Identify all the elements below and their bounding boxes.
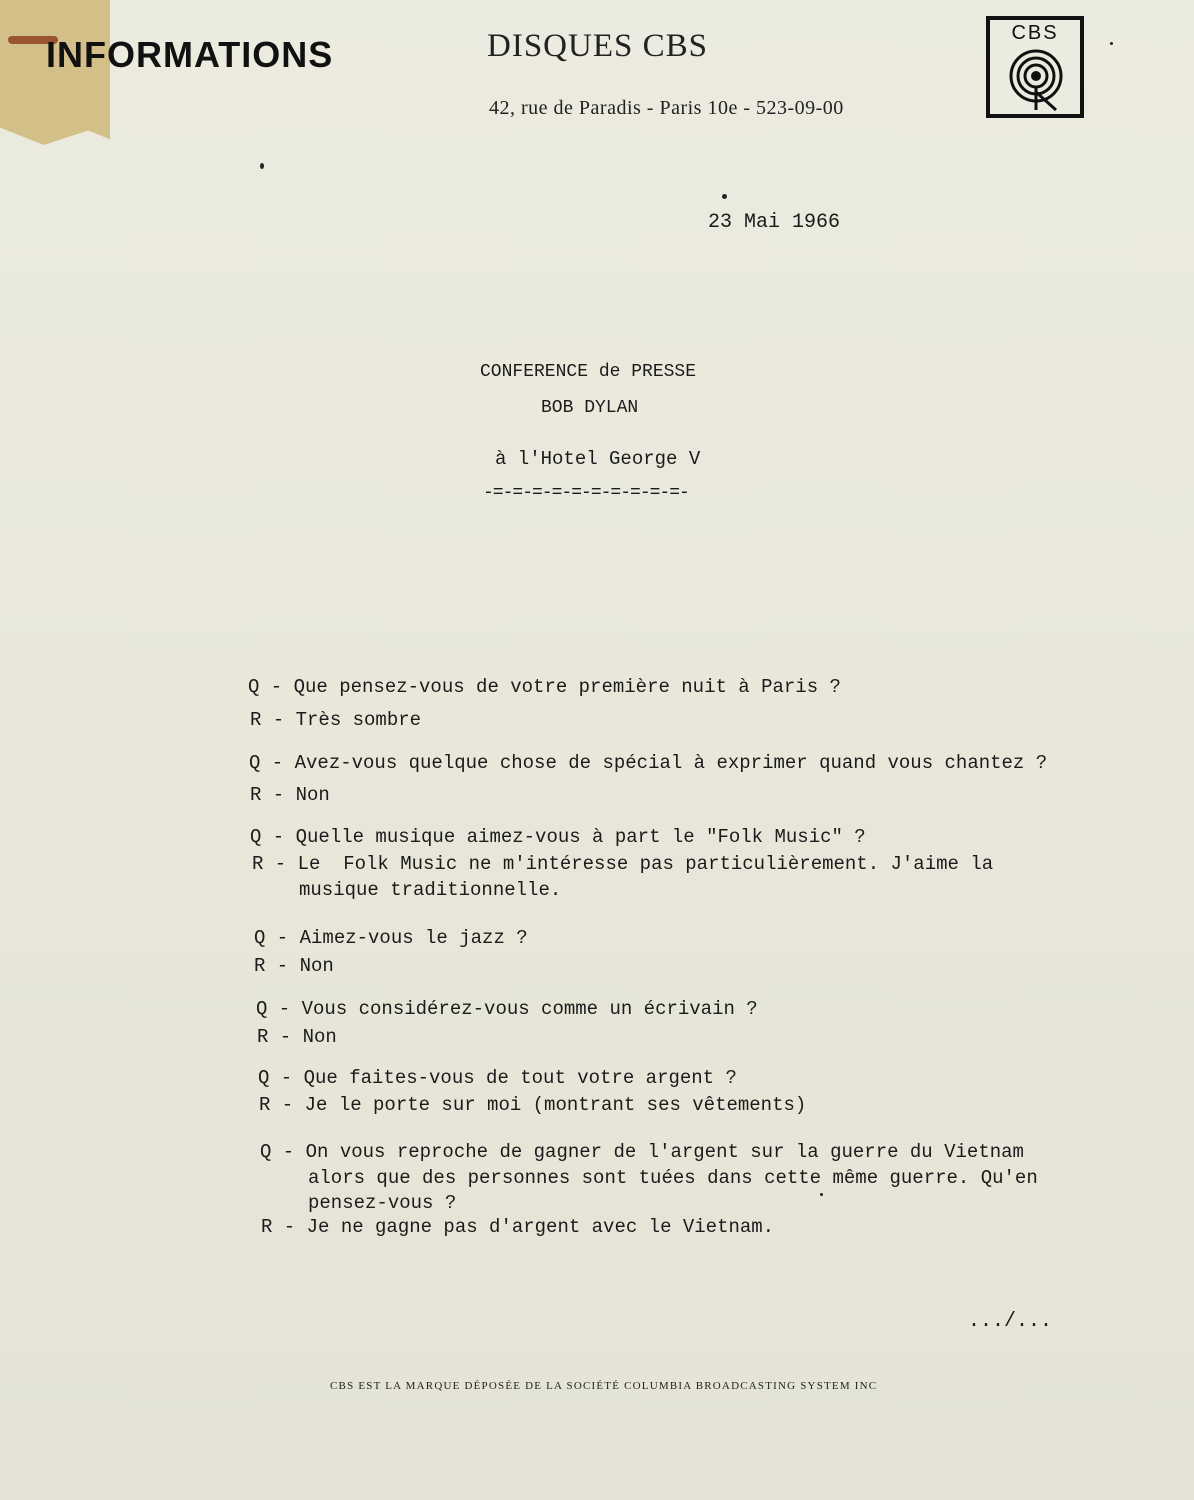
title-line-1: CONFERENCE de PRESSE [480,362,697,382]
qa-answer-7: R - Je ne gagne pas d'argent avec le Vietnam. [261,1216,775,1238]
qa-question-7-cont: alors que des personnes sont tuées dans cette même guerre. Qu'en [308,1167,1038,1189]
document-date: 23 Mai 1966 [708,211,841,234]
company-name: DISQUES CBS [487,28,708,64]
continuation-mark: .../... [968,1310,1053,1333]
ink-speck [260,163,264,169]
ink-speck [722,194,727,199]
qa-question-6: Q - Que faites-vous de tout votre argent ? [258,1067,737,1089]
ink-speck [1110,42,1113,45]
informations-label: INFORMATIONS [46,34,334,75]
qa-question-4: Q - Aimez-vous le jazz ? [254,927,528,949]
qa-answer-5: R - Non [257,1026,337,1048]
logo-text: CBS [1011,22,1059,44]
qa-answer-3: R - Le Folk Music ne m'intéresse pas particulièrement. J'aime la [252,853,994,875]
title-divider: -=-=-=-=-=-=-=-=-=-=- [483,483,689,503]
qa-answer-3-cont: musique traditionnelle. [299,879,562,901]
title-line-2: BOB DYLAN [541,398,639,418]
qa-answer-2: R - Non [250,784,330,806]
ink-speck [820,1193,823,1196]
qa-answer-6: R - Je le porte sur moi (montrant ses vêtements) [259,1094,807,1116]
footer-notice: CBS EST LA MARQUE DÉPOSÉE DE LA SOCIÉTÉ COLUMBIA BROADCASTING SYSTEM INC [330,1380,878,1392]
qa-answer-4: R - Non [254,955,334,977]
qa-question-1: Q - Que pensez-vous de votre première nuit à Paris ? [248,676,841,698]
qa-question-2: Q - Avez-vous quelque chose de spécial à exprimer quand vous chantez ? [249,752,1048,774]
qa-question-7: Q - On vous reproche de gagner de l'argent sur la guerre du Vietnam [260,1141,1024,1163]
cbs-eye-icon [1000,46,1072,112]
qa-question-3: Q - Quelle musique aimez-vous à part le "Folk Music" ? [250,826,866,848]
cbs-logo [986,16,1084,118]
qa-question-5: Q - Vous considérez-vous comme un écrivain ? [256,998,758,1020]
title-line-3: à l'Hotel George V [495,448,701,470]
company-address: 42, rue de Paradis - Paris 10e - 523-09-00 [489,97,844,119]
qa-question-7-cont-2: pensez-vous ? [308,1192,457,1214]
qa-answer-1: R - Très sombre [250,709,422,731]
